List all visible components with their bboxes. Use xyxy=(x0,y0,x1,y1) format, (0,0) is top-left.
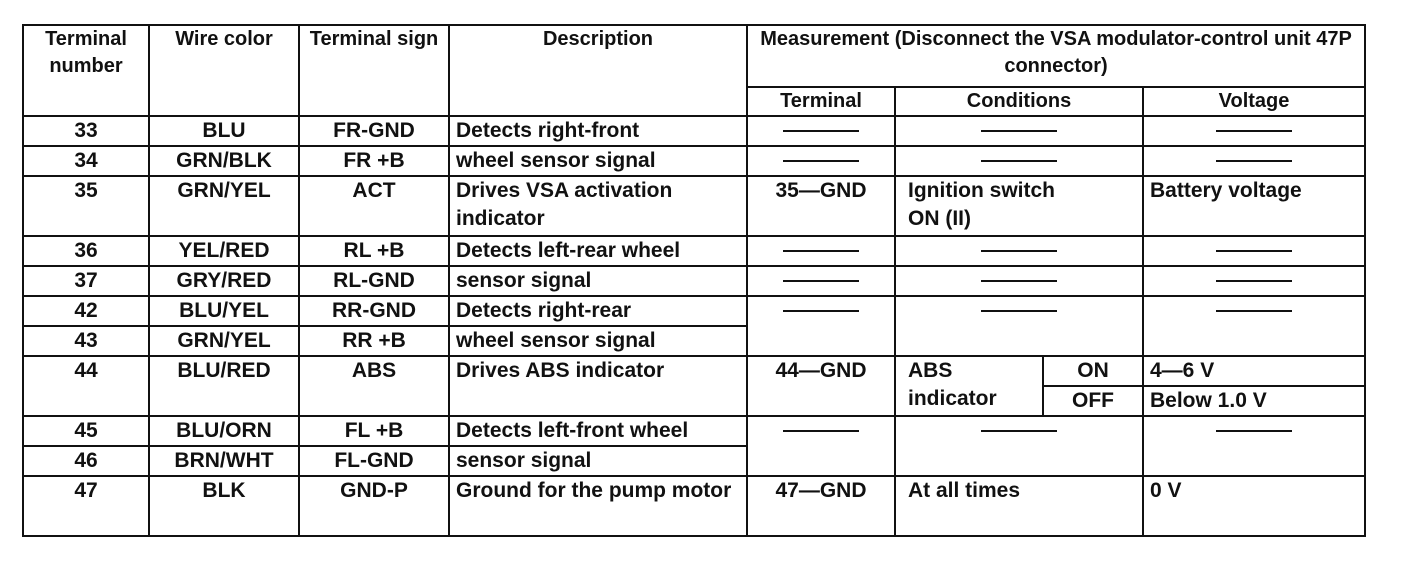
header-conditions: Conditions xyxy=(895,87,1143,116)
dash-mark xyxy=(1216,430,1292,432)
dash-mark xyxy=(783,250,859,252)
terminal-sign-cell: FR +B xyxy=(299,146,449,176)
measure-terminal-cell xyxy=(747,266,895,296)
description-cell: Ground for the pump motor xyxy=(449,476,747,536)
dash-mark xyxy=(1216,280,1292,282)
table-row xyxy=(23,146,1365,176)
table-row xyxy=(23,236,1365,266)
terminal-sign-cell: RR-GND xyxy=(299,296,449,326)
table-row xyxy=(23,266,1365,296)
wire-color-cell: BLU/ORN xyxy=(149,416,299,446)
dash-mark xyxy=(981,280,1057,282)
header-row-top xyxy=(23,25,1365,87)
wire-color-cell: BRN/WHT xyxy=(149,446,299,476)
voltage-cell: 0 V xyxy=(1143,476,1365,536)
voltage-cell: Below 1.0 V xyxy=(1143,386,1365,416)
terminal-sign-cell: GND-P xyxy=(299,476,449,536)
measure-terminal-cell: 44—GND xyxy=(747,356,895,416)
table-row xyxy=(23,476,1365,536)
measure-terminal-cell: 47—GND xyxy=(747,476,895,536)
vsa-terminal-table xyxy=(22,24,1366,537)
terminal-number-cell: 36 xyxy=(23,236,149,266)
terminal-number-cell: 42 xyxy=(23,296,149,326)
description-cell: Drives VSA activation indicator xyxy=(449,176,747,236)
dash-mark xyxy=(783,310,859,312)
terminal-sign-cell: FL-GND xyxy=(299,446,449,476)
wire-color-cell: BLU/YEL xyxy=(149,296,299,326)
table-row xyxy=(23,416,1365,446)
dash-mark xyxy=(981,160,1057,162)
wire-color-cell: GRY/RED xyxy=(149,266,299,296)
state-off-cell: OFF xyxy=(1043,386,1143,416)
wire-color-cell: YEL/RED xyxy=(149,236,299,266)
dash-mark xyxy=(783,280,859,282)
terminal-sign-cell: RL-GND xyxy=(299,266,449,296)
header-voltage: Voltage xyxy=(1143,87,1365,116)
terminal-number-cell: 47 xyxy=(23,476,149,536)
wire-color-cell: BLU xyxy=(149,116,299,146)
voltage-cell xyxy=(1143,296,1365,356)
description-cell: Detects right-rear xyxy=(449,296,747,326)
dash-mark xyxy=(783,160,859,162)
wire-color-cell: GRN/YEL xyxy=(149,176,299,236)
dash-mark xyxy=(1216,310,1292,312)
header-terminal-sign: Terminal sign xyxy=(299,25,449,116)
pinout-table-container xyxy=(22,24,1364,538)
table-row xyxy=(23,176,1365,236)
conditions-cell: Ignition switch ON (II) xyxy=(895,176,1143,236)
table-row xyxy=(23,296,1365,326)
dash-mark xyxy=(1216,130,1292,132)
description-cell: Drives ABS indicator xyxy=(449,356,747,416)
description-cell: Detects right-front xyxy=(449,116,747,146)
measure-terminal-cell xyxy=(747,116,895,146)
terminal-sign-cell: RR +B xyxy=(299,326,449,356)
measure-terminal-cell xyxy=(747,146,895,176)
measure-terminal-cell xyxy=(747,296,895,356)
dash-mark xyxy=(1216,250,1292,252)
state-on-cell: ON xyxy=(1043,356,1143,386)
header-terminal: Terminal xyxy=(747,87,895,116)
voltage-cell xyxy=(1143,416,1365,476)
voltage-cell: Battery voltage xyxy=(1143,176,1365,236)
terminal-number-cell: 34 xyxy=(23,146,149,176)
conditions-cell xyxy=(895,236,1143,266)
description-cell: Detects left-rear wheel xyxy=(449,236,747,266)
header-measurement: Measurement (Disconnect the VSA modulator-control unit 47P connector) xyxy=(747,25,1365,87)
voltage-cell xyxy=(1143,266,1365,296)
wire-color-cell: BLK xyxy=(149,476,299,536)
terminal-sign-cell: FR-GND xyxy=(299,116,449,146)
terminal-sign-cell: RL +B xyxy=(299,236,449,266)
terminal-sign-cell: FL +B xyxy=(299,416,449,446)
voltage-cell xyxy=(1143,146,1365,176)
wire-color-cell: GRN/YEL xyxy=(149,326,299,356)
terminal-number-cell: 45 xyxy=(23,416,149,446)
terminal-sign-cell: ACT xyxy=(299,176,449,236)
dash-mark xyxy=(981,310,1057,312)
conditions-cell xyxy=(895,296,1143,356)
voltage-cell xyxy=(1143,236,1365,266)
header-wire-color: Wire color xyxy=(149,25,299,116)
dash-mark xyxy=(783,430,859,432)
description-cell: Detects left-front wheel xyxy=(449,416,747,446)
wire-color-cell: BLU/RED xyxy=(149,356,299,416)
description-cell: wheel sensor signal xyxy=(449,326,747,356)
dash-mark xyxy=(783,130,859,132)
terminal-sign-cell: ABS xyxy=(299,356,449,416)
description-cell: sensor signal xyxy=(449,446,747,476)
conditions-cell xyxy=(895,266,1143,296)
conditions-cell xyxy=(895,146,1143,176)
dash-mark xyxy=(1216,160,1292,162)
dash-mark xyxy=(981,250,1057,252)
conditions-cell: At all times xyxy=(895,476,1143,536)
description-cell: wheel sensor signal xyxy=(449,146,747,176)
terminal-number-cell: 37 xyxy=(23,266,149,296)
header-terminal-number: Terminal number xyxy=(23,25,149,116)
table-row xyxy=(23,116,1365,146)
terminal-number-cell: 46 xyxy=(23,446,149,476)
terminal-number-cell: 33 xyxy=(23,116,149,146)
conditions-cell: ABS indicator xyxy=(895,356,1043,416)
conditions-cell xyxy=(895,116,1143,146)
dash-mark xyxy=(981,130,1057,132)
measure-terminal-cell: 35—GND xyxy=(747,176,895,236)
terminal-number-cell: 35 xyxy=(23,176,149,236)
voltage-cell: 4—6 V xyxy=(1143,356,1365,386)
table-row xyxy=(23,356,1365,386)
header-description: Description xyxy=(449,25,747,116)
measure-terminal-cell xyxy=(747,416,895,476)
description-cell: sensor signal xyxy=(449,266,747,296)
voltage-cell xyxy=(1143,116,1365,146)
conditions-cell xyxy=(895,416,1143,476)
terminal-number-cell: 44 xyxy=(23,356,149,416)
wire-color-cell: GRN/BLK xyxy=(149,146,299,176)
terminal-number-cell: 43 xyxy=(23,326,149,356)
measure-terminal-cell xyxy=(747,236,895,266)
dash-mark xyxy=(981,430,1057,432)
